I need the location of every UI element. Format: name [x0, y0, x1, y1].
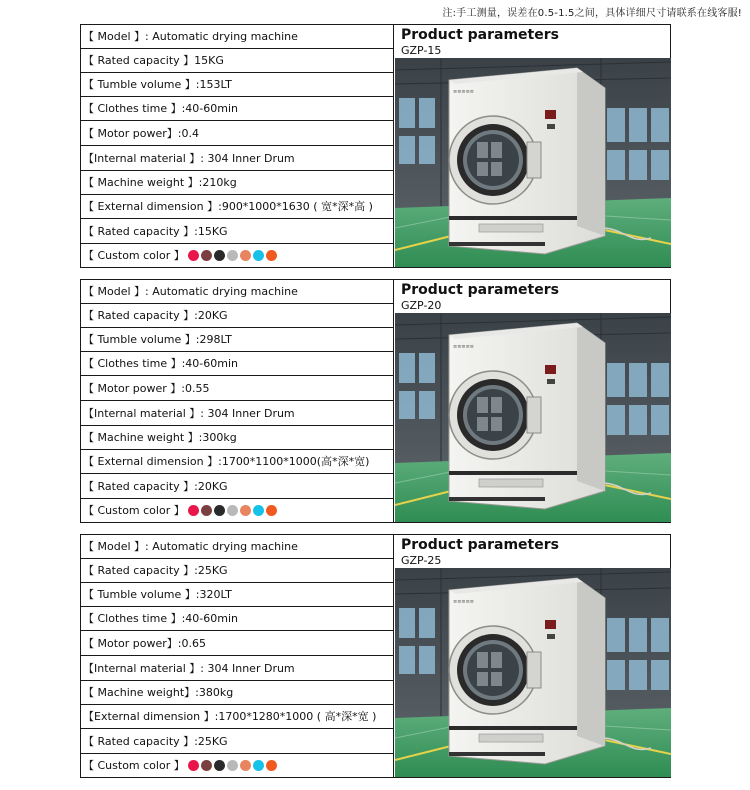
spec-row — [81, 656, 394, 681]
color-swatch[interactable] — [214, 760, 225, 771]
spec-row — [81, 244, 394, 267]
product-parameters-title: Product parameters — [401, 537, 559, 553]
spec-row-label: 【 External dimension 】:1700*1100*1000(高*深*宽) — [83, 455, 370, 468]
spec-row-label: 【Internal material 】: 304 Inner Drum — [83, 151, 295, 165]
spec-row-label: 【 Rated capacity 】:15KG — [83, 224, 228, 238]
color-swatch[interactable] — [201, 505, 212, 516]
color-swatch[interactable] — [214, 250, 225, 261]
product-block-gzp-15 — [80, 24, 671, 268]
product-parameters-title: Product parameters — [401, 27, 559, 43]
measurement-note: 注:手工测量，误差在0.5-1.5之间，具体详细尺寸请联系在线客服! — [442, 8, 742, 19]
color-swatch[interactable] — [253, 505, 264, 516]
dryer-photo — [395, 568, 671, 777]
spec-table — [81, 25, 394, 267]
spec-row — [81, 499, 394, 522]
svg-text:≡≡≡≡≡: ≡≡≡≡≡ — [453, 599, 474, 605]
spec-row-label: 【 Motor power】:0.4 — [83, 126, 199, 140]
product-block-gzp-25 — [80, 534, 671, 778]
spec-row-label: 【 Motor power 】:0.55 — [83, 381, 210, 395]
svg-text:≡≡≡≡≡: ≡≡≡≡≡ — [453, 344, 474, 350]
spec-row-label: 【 Tumble volume 】:298LT — [83, 333, 232, 346]
color-swatch[interactable] — [201, 250, 212, 261]
product-parameters-title: Product parameters — [401, 282, 559, 298]
spec-row — [81, 97, 394, 121]
spec-row — [81, 25, 394, 49]
spec-row-label: 【 Custom color 】 — [83, 759, 185, 772]
spec-row — [81, 583, 394, 607]
spec-row — [81, 49, 394, 73]
spec-row — [81, 352, 394, 376]
color-swatch[interactable] — [188, 505, 199, 516]
product-parameters-header — [395, 535, 670, 568]
spec-row-label: 【 Clothes time 】:40-60min — [83, 102, 239, 115]
dryer-photo-svg — [395, 58, 671, 267]
spec-row — [81, 607, 394, 631]
dryer-photo-svg — [395, 313, 671, 522]
spec-row — [81, 729, 394, 754]
spec-row-label: 【 Tumble volume 】:320LT — [83, 588, 232, 601]
product-parameters-header — [395, 25, 670, 58]
spec-row — [81, 280, 394, 304]
spec-row — [81, 426, 394, 450]
spec-row-label: 【 Rated capacity 】:20KG — [83, 479, 228, 493]
color-swatch[interactable] — [201, 760, 212, 771]
spec-row — [81, 304, 394, 328]
product-block-gzp-20 — [80, 279, 671, 523]
spec-row-label: 【 Custom color 】 — [83, 249, 185, 262]
spec-row-label: 【 Model 】: Automatic drying machine — [83, 285, 298, 298]
spec-row-label: 【 External dimension 】:900*1000*1630 ( 宽*深*高 ) — [83, 200, 373, 213]
spec-row-label: 【 Custom color 】 — [83, 504, 185, 517]
spec-row — [81, 146, 394, 171]
spec-row-label: 【 Machine weight 】:210kg — [83, 176, 237, 189]
model-code: GZP-15 — [401, 44, 442, 57]
spec-row — [81, 219, 394, 244]
color-swatch[interactable] — [227, 760, 238, 771]
spec-table — [81, 280, 394, 522]
color-swatch[interactable] — [240, 505, 251, 516]
spec-row — [81, 681, 394, 705]
color-swatch[interactable] — [227, 505, 238, 516]
color-swatch[interactable] — [188, 250, 199, 261]
spec-row-label: 【 Rated capacity 】:25KG — [83, 734, 228, 748]
color-swatch[interactable] — [253, 760, 264, 771]
svg-text:≡≡≡≡≡: ≡≡≡≡≡ — [453, 89, 474, 95]
spec-row-label: 【External dimension 】:1700*1280*1000 ( 高*深*宽 ) — [83, 710, 377, 723]
spec-row — [81, 474, 394, 499]
spec-row — [81, 171, 394, 195]
dryer-photo — [395, 58, 671, 267]
color-swatch[interactable] — [214, 505, 225, 516]
spec-row — [81, 450, 394, 474]
spec-row-label: 【 Rated capacity 】:20KG — [83, 309, 228, 322]
spec-table — [81, 535, 394, 777]
color-swatch[interactable] — [188, 760, 199, 771]
spec-row-label: 【 Rated capacity 】:25KG — [83, 564, 228, 577]
color-swatch[interactable] — [266, 250, 277, 261]
spec-row — [81, 121, 394, 146]
spec-row-label: 【 Clothes time 】:40-60min — [83, 612, 239, 625]
spec-row — [81, 754, 394, 777]
spec-row-label: 【 Model 】: Automatic drying machine — [83, 30, 298, 43]
color-swatches — [188, 250, 277, 261]
color-swatch[interactable] — [240, 250, 251, 261]
spec-row — [81, 631, 394, 656]
spec-row — [81, 705, 394, 729]
dryer-photo — [395, 313, 671, 522]
spec-row — [81, 376, 394, 401]
color-swatches — [188, 760, 277, 771]
spec-row — [81, 73, 394, 97]
dryer-photo-svg — [395, 568, 671, 777]
spec-row-label: 【 Machine weight】:380kg — [83, 686, 234, 699]
color-swatch[interactable] — [266, 760, 277, 771]
product-parameters-header — [395, 280, 670, 313]
spec-row — [81, 559, 394, 583]
spec-row — [81, 401, 394, 426]
spec-row-label: 【Internal material 】: 304 Inner Drum — [83, 406, 295, 420]
spec-row-label: 【 Model 】: Automatic drying machine — [83, 540, 298, 553]
spec-row — [81, 328, 394, 352]
model-code: GZP-20 — [401, 299, 442, 312]
color-swatch[interactable] — [227, 250, 238, 261]
spec-row-label: 【Internal material 】: 304 Inner Drum — [83, 661, 295, 675]
spec-row — [81, 195, 394, 219]
spec-row — [81, 535, 394, 559]
spec-row-label: 【 Tumble volume 】:153LT — [83, 78, 232, 91]
spec-row-label: 【 Rated capacity 】15KG — [83, 54, 224, 67]
spec-row-label: 【 Clothes time 】:40-60min — [83, 357, 239, 370]
color-swatch[interactable] — [266, 505, 277, 516]
color-swatch[interactable] — [253, 250, 264, 261]
spec-row-label: 【 Machine weight 】:300kg — [83, 431, 237, 444]
color-swatches — [188, 505, 277, 516]
model-code: GZP-25 — [401, 554, 442, 567]
spec-row-label: 【 Motor power】:0.65 — [83, 636, 206, 650]
color-swatch[interactable] — [240, 760, 251, 771]
